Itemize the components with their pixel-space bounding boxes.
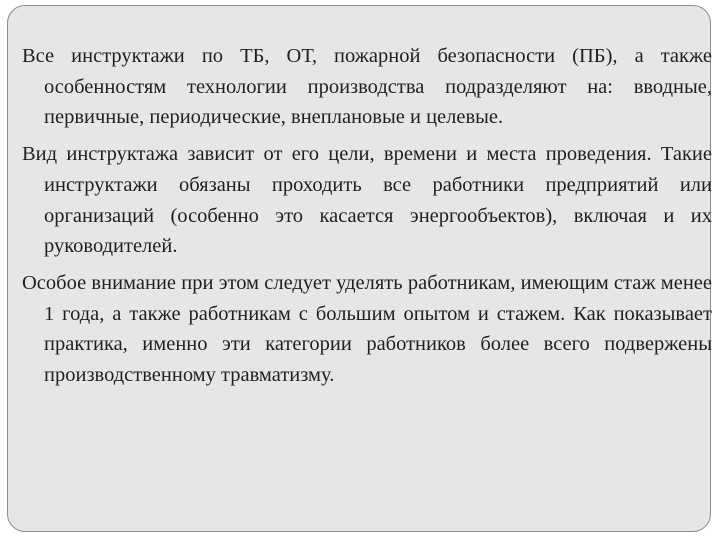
paragraph-instruction-kind: Вид инструктажа зависит от его цели, времени и места проведения. Такие инструктажи обязаны проходить все работники предприятий или организаций (особенно это касается энергообъектов), включая и их руководителей.: [22, 143, 712, 258]
paragraph-special-attention: Особое внимание при этом следует уделять работникам, имеющим стаж менее 1 года, а также работникам с большим опытом и стажем. Как показывает практика, именно эти категории работников более всего подвержены производственному травматизму.: [22, 271, 712, 387]
paragraph-instruction-types: Все инструктажи по ТБ, ОТ, пожарной безопасности (ПБ), а также особенностям технологии производства подразделяют на: вводные, первичные, периодические, внеплановые и целевые.: [22, 45, 712, 129]
slide-text-body: [22, 41, 712, 397]
